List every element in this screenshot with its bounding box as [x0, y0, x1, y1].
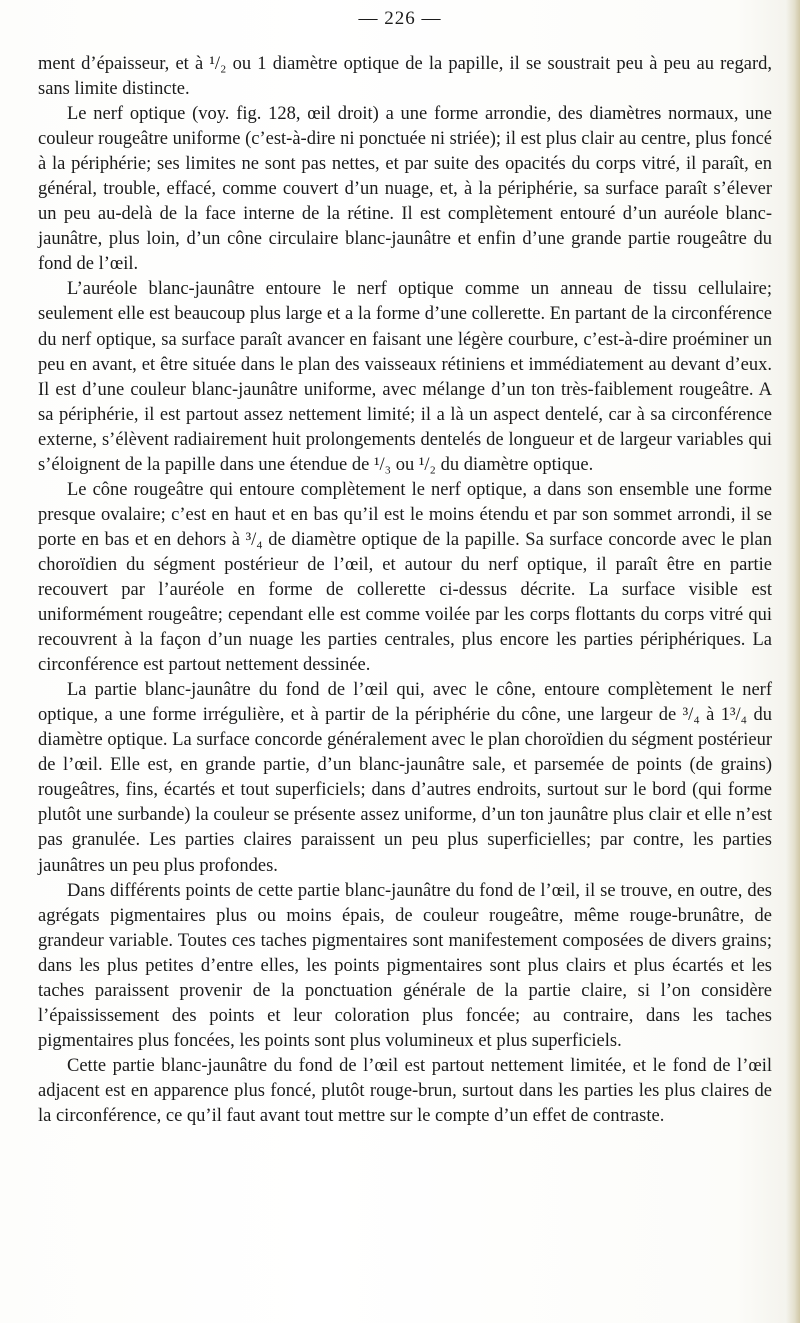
- paragraph-continuation: ment d’épaisseur, et à ¹/₂ ou 1 diamètre optique de la papille, il se soustrait peu à peu au regard, sans limite distincte.: [38, 54, 772, 100]
- page-edge-shadow: [786, 0, 800, 1323]
- paragraph-contrast: Cette partie blanc-jaunâtre du fond de l’œil est partout nettement limitée, et le fond de l’œil adjacent est en apparence plus foncé, plutôt rouge-brun, surtout dans les parties les plus claires de la circonférence, ce qu’il faut avant tout mettre sur le compte d’un effet de contraste.: [38, 1055, 772, 1126]
- page-number: — 226 —: [358, 8, 442, 29]
- body-text: [38, 52, 772, 1129]
- paragraph-optic-nerve: Le nerf optique (voy. fig. 128, œil droit) a une forme arrondie, des diamètres normaux, une couleur rougeâtre uniforme (c’est-à-dire ni ponctuée ni striée); il est plus clair au centre, plus foncé à la périphérie; ses limites ne sont pas nettes, et par suite des opacités du corps vitré, il paraît, en général, trouble, effacé, comme couvert d’un nuage, et, à la périphérie, sa surface paraît s’élever un peu au-delà de la face interne de la rétine. Il est complètement entouré d’un auréole blanc-jaunâtre, plus loin, d’un cône circulaire blanc-jaunâtre et enfin d’une grande partie rougeâtre du fond de l’œil.: [38, 104, 772, 275]
- paragraph-yellow-white-zone: La partie blanc-jaunâtre du fond de l’œil qui, avec le cône, entoure complètement le nerf optique, a une forme irrégulière, et à partir de la périphérie du cône, une largeur de ³/₄ à 1³/₄ du diamètre optique. La surface concorde généralement avec le plan choroïdien du ségment postérieur de l’œil. Elle est, en grande partie, d’un blanc-jaunâtre sale, et parsemée de points (de grains) rougeâtres, fins, écartés et tout superficiels; dans d’autres endroits, surtout sur le bord (qui forme plutôt une surbande) la couleur se présente assez uniforme, d’un ton jaunâtre plus clair et elle n’est pas granulée. Les parties claires paraissent un peu plus superficielles; par contre, les parties jaunâtres un peu plus profondes.: [38, 680, 772, 876]
- paragraph-aureole: L’auréole blanc-jaunâtre entoure le nerf optique comme un anneau de tissu cellulaire; seulement elle est beaucoup plus large et a la forme d’une collerette. En partant de la circonférence du nerf optique, sa surface paraît avancer en faisant une légère courbure, c’est-à-dire proéminer un peu en avant, et être située dans le plan des vaisseaux rétiniens et immédiatement au devant d’eux. Il est d’une couleur blanc-jaunâtre uniforme, avec mélange d’un ton très-faiblement rougeâtre. A sa périphérie, il est partout assez nettement limité; il a là un aspect dentelé, car à sa circonférence externe, s’élèvent radiairement huit prolongements dentelés de longueur et de largeur variables qui s’éloignent de la papille dans une étendue de ¹/₃ ou ¹/₂ du diamètre optique.: [38, 279, 772, 475]
- paragraph-pigment-aggregates: Dans différents points de cette partie blanc-jaunâtre du fond de l’œil, il se trouve, en outre, des agrégats pigmentaires plus ou moins épais, de couleur rougeâtre, même rouge-brunâtre, de grandeur variable. Toutes ces taches pigmentaires sont manifestement composées de divers grains; dans les plus petites d’entre elles, les points pigmentaires sont plus clairs et plus écartés et les taches paraissent provenir de la ponctuation générale de la partie claire, si l’on considère l’épaississement des points et leur coloration plus foncée; au contraire, dans les taches pigmentaires plus foncées, les points sont plus volumineux et plus superficiels.: [38, 880, 772, 1051]
- paragraph-red-cone: Le cône rougeâtre qui entoure complètement le nerf optique, a dans son ensemble une forme presque ovalaire; c’est en haut et en bas qu’il est le moins étendu et par son sommet arrondi, il se porte en bas et en dehors à ³/₄ de diamètre optique de la papille. Sa surface concorde avec le plan choroïdien du ségment postérieur de l’œil, et autour du nerf optique, il paraît être en partie recouvert par l’auréole en forme de collerette ci-dessus décrite. La surface visible est uniformément rougeâtre; cependant elle est comme voilée par les corps flottants du corps vitré qui recouvrent à la façon d’un nuage les parties centrales, plus encore les parties périphériques. La circonférence est partout nettement dessinée.: [38, 479, 772, 676]
